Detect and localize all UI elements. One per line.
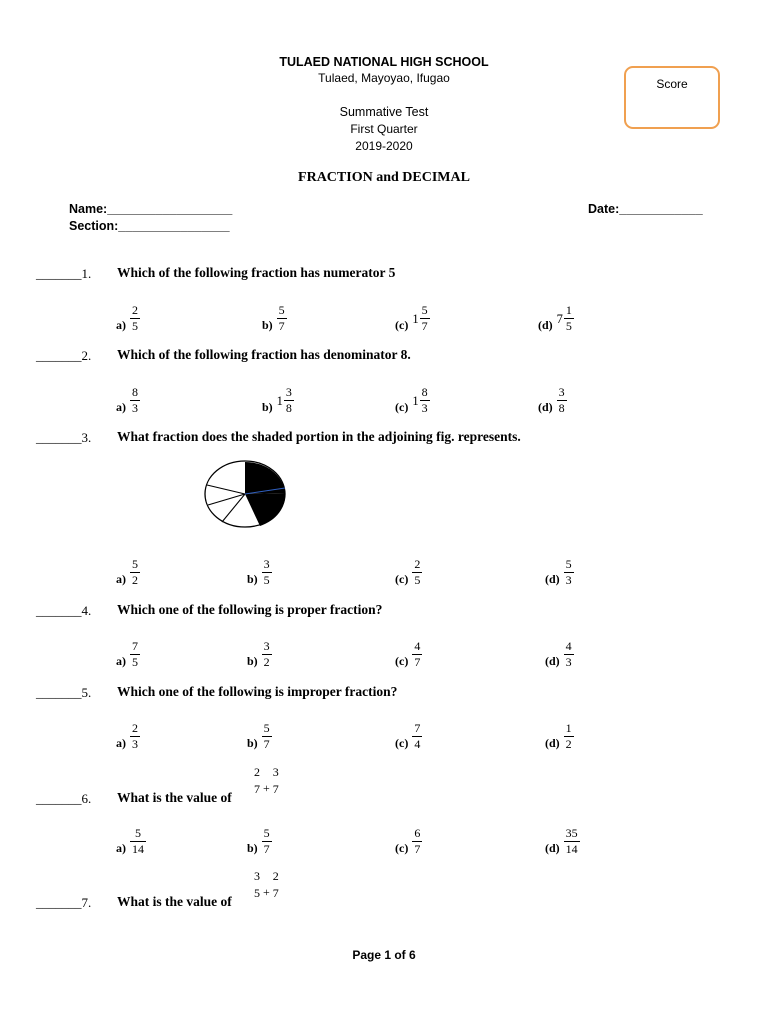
answer-blank: _______6.: [36, 791, 92, 806]
answer-option[interactable]: [538, 294, 574, 334]
answer-option[interactable]: [395, 630, 422, 670]
denominator: 7: [254, 782, 260, 796]
denominator: 2: [565, 737, 572, 751]
option-label: (c): [395, 572, 409, 586]
page-footer: Page 1 of 6: [352, 948, 416, 962]
quarter: First Quarter: [350, 122, 418, 136]
question-text: Which of the following fraction has numerator 5: [117, 265, 396, 280]
expression-fraction: [273, 766, 279, 796]
numerator: 5: [278, 303, 285, 317]
question-text: What fraction does the shaded portion in the adjoining fig. represents.: [117, 429, 521, 444]
option-label: (c): [395, 841, 409, 855]
fraction: [564, 639, 574, 670]
answer-option[interactable]: [116, 630, 140, 670]
numerator: 3: [558, 385, 565, 399]
option-label: b): [247, 654, 258, 668]
numerator: 5: [132, 557, 138, 571]
answer-option[interactable]: [116, 548, 140, 588]
question-text: What is the value of: [117, 894, 232, 909]
denominator: 8: [558, 401, 565, 415]
answer-blank: _______5.: [36, 685, 92, 700]
school-address: Tulaed, Mayoyao, Ifugao: [318, 71, 450, 85]
fraction: [420, 303, 430, 334]
answer-option[interactable]: [395, 817, 422, 857]
pie-figure: [200, 458, 292, 538]
numerator: 2: [272, 869, 279, 883]
name-field: Name:__________________: [69, 202, 233, 216]
numerator: 1: [565, 721, 572, 735]
whole-number: 1: [412, 312, 419, 326]
option-label: (d): [545, 572, 560, 586]
denominator: 3: [565, 573, 572, 587]
answer-option[interactable]: [247, 548, 272, 588]
fraction: [277, 303, 287, 334]
denominator: 7: [263, 842, 270, 856]
option-label: a): [116, 572, 126, 586]
question-text: Which one of the following is improper fraction?: [117, 684, 398, 699]
numerator: 8: [132, 385, 138, 399]
fraction: [130, 721, 140, 752]
denominator: 5: [132, 319, 138, 333]
section-field: Section:________________: [69, 219, 230, 233]
answer-option[interactable]: [545, 630, 574, 670]
whole-number: 7: [556, 312, 563, 326]
fraction: [412, 639, 422, 670]
option-label: (d): [545, 654, 560, 668]
denominator: 14: [565, 842, 578, 856]
denominator: 3: [132, 401, 138, 415]
answer-option[interactable]: [395, 712, 422, 752]
denominator: 7: [414, 655, 421, 669]
option-label: (c): [395, 318, 409, 332]
fraction: [412, 721, 422, 752]
option-label: a): [116, 400, 126, 414]
option-label: (d): [545, 841, 560, 855]
denominator: 3: [421, 401, 428, 415]
fraction: [564, 303, 574, 334]
pie-chart: [205, 461, 285, 527]
answer-option[interactable]: [116, 712, 140, 752]
operator: +: [263, 780, 270, 795]
denominator: 3: [565, 655, 572, 669]
denominator: 4: [414, 737, 421, 751]
fraction: [564, 826, 580, 857]
option-label: (c): [395, 400, 409, 414]
option-label: (d): [538, 318, 553, 332]
denominator: 3: [132, 737, 138, 751]
fraction: [130, 385, 140, 416]
answer-option[interactable]: [262, 294, 287, 334]
answer-blank: _______1.: [36, 266, 92, 281]
denominator: 7: [278, 319, 285, 333]
fraction: [262, 826, 272, 857]
denominator: 5: [263, 573, 270, 587]
answer-blank: _______2.: [36, 348, 92, 363]
option-label: (d): [538, 400, 553, 414]
fraction: [557, 385, 567, 416]
whole-number: 1: [276, 394, 283, 408]
answer-option[interactable]: [395, 376, 430, 416]
school-year: 2019-2020: [355, 139, 413, 153]
option-label: (c): [395, 736, 409, 750]
pie-divider-3: [222, 494, 245, 522]
answer-option[interactable]: [545, 817, 580, 857]
option-label: a): [116, 841, 126, 855]
option-label: a): [116, 654, 126, 668]
fraction: [564, 557, 574, 588]
numerator: 5: [135, 826, 141, 840]
fraction: [420, 385, 430, 416]
numerator: 1: [565, 303, 572, 317]
score-box: [624, 66, 720, 129]
option-label: b): [247, 841, 258, 855]
fraction: [130, 639, 140, 670]
operator: +: [263, 884, 270, 899]
denominator: 5: [132, 655, 138, 669]
pie-wedge-shaded-2: [245, 493, 285, 526]
denominator: 14: [132, 842, 144, 856]
expression-fraction: [254, 766, 260, 796]
answer-option[interactable]: [116, 817, 146, 857]
answer-blank: _______4.: [36, 603, 92, 618]
fraction: [412, 557, 422, 588]
date-field: Date:____________: [588, 202, 703, 216]
fraction-expression: [254, 870, 279, 900]
numerator: 3: [263, 557, 270, 571]
denominator: 5: [254, 886, 260, 900]
answer-option[interactable]: [545, 548, 574, 588]
numerator: 7: [132, 639, 138, 653]
fraction: [262, 557, 272, 588]
pie-divider-1: [207, 485, 245, 494]
numerator: 35: [565, 826, 578, 840]
question-text: What is the value of: [117, 790, 232, 805]
whole-number: 1: [412, 394, 419, 408]
option-label: b): [262, 400, 273, 414]
fraction: [130, 303, 140, 334]
expression-fraction: [273, 870, 279, 900]
answer-option[interactable]: [395, 294, 430, 334]
numerator: 4: [565, 639, 572, 653]
fraction: [130, 826, 146, 857]
numerator: 2: [254, 765, 260, 779]
denominator: 7: [263, 737, 270, 751]
fraction: [130, 557, 140, 588]
numerator: 3: [285, 385, 292, 399]
fraction: [412, 826, 422, 857]
option-label: (d): [545, 736, 560, 750]
fraction-expression: [254, 766, 279, 796]
answer-option[interactable]: [116, 376, 140, 416]
question-text: Which of the following fraction has denominator 8.: [117, 347, 411, 362]
option-label: b): [247, 736, 258, 750]
fraction: [262, 721, 272, 752]
option-label: b): [262, 318, 273, 332]
numerator: 3: [272, 765, 279, 779]
numerator: 7: [414, 721, 421, 735]
answer-option[interactable]: [262, 376, 294, 416]
numerator: 2: [414, 557, 421, 571]
numerator: 5: [565, 557, 572, 571]
numerator: 2: [132, 721, 138, 735]
numerator: 6: [414, 826, 421, 840]
test-title: Summative Test: [339, 105, 429, 119]
numerator: 5: [421, 303, 428, 317]
pie-divider-2: [208, 494, 245, 505]
answer-option[interactable]: [545, 712, 574, 752]
option-label: a): [116, 318, 126, 332]
numerator: 3: [263, 639, 270, 653]
denominator: 5: [414, 573, 421, 587]
numerator: 3: [254, 869, 260, 883]
answer-option[interactable]: [247, 630, 272, 670]
numerator: 2: [132, 303, 138, 317]
answer-option[interactable]: [395, 548, 422, 588]
answer-option[interactable]: [116, 294, 140, 334]
numerator: 8: [421, 385, 428, 399]
numerator: 5: [263, 826, 270, 840]
answer-option[interactable]: [247, 712, 272, 752]
denominator: 7: [272, 886, 279, 900]
denominator: 7: [272, 782, 279, 796]
denominator: 2: [263, 655, 270, 669]
answer-option[interactable]: [247, 817, 272, 857]
answer-blank: _______3.: [36, 430, 92, 445]
school-name: TULAED NATIONAL HIGH SCHOOL: [279, 55, 489, 69]
denominator: 7: [421, 319, 428, 333]
fraction: [262, 639, 272, 670]
answer-blank: _______7.: [36, 895, 92, 910]
denominator: 2: [132, 573, 138, 587]
subject-title: FRACTION and DECIMAL: [298, 170, 470, 185]
score-label: Score: [656, 77, 688, 91]
option-label: (c): [395, 654, 409, 668]
expression-fraction: [254, 870, 260, 900]
fraction: [564, 721, 574, 752]
fraction: [284, 385, 294, 416]
option-label: b): [247, 572, 258, 586]
denominator: 8: [285, 401, 292, 415]
numerator: 4: [414, 639, 421, 653]
answer-option[interactable]: [538, 376, 567, 416]
numerator: 5: [263, 721, 270, 735]
denominator: 5: [565, 319, 572, 333]
denominator: 7: [414, 842, 421, 856]
option-label: a): [116, 736, 126, 750]
question-text: Which one of the following is proper fraction?: [117, 602, 383, 617]
